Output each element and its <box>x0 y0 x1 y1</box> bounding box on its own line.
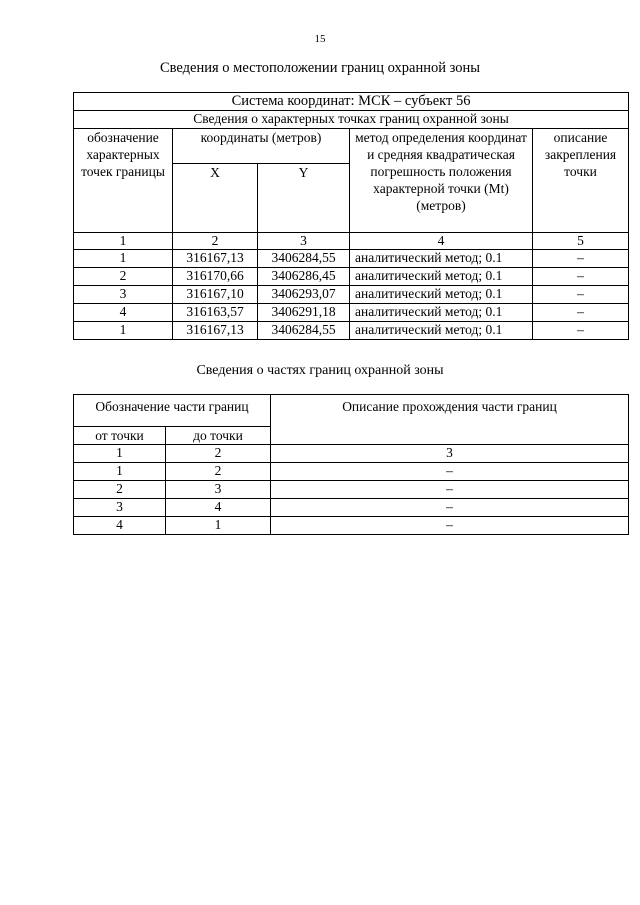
y-coordinate: 3406291,18 <box>258 304 350 322</box>
to-point: 1 <box>166 517 271 535</box>
header-y: Y <box>258 164 350 233</box>
table-row <box>74 268 629 286</box>
table-row <box>74 463 629 481</box>
table-row <box>74 481 629 499</box>
column-number: 2 <box>166 445 271 463</box>
method-cell: аналитический метод; 0.1 <box>350 286 533 304</box>
x-coordinate: 316167,10 <box>173 286 258 304</box>
table-row <box>74 304 629 322</box>
description-cell: – <box>533 304 629 322</box>
description-cell: – <box>533 322 629 340</box>
part-description: – <box>271 517 629 535</box>
header-point-designation: обозначение характерных точек границы <box>74 129 173 233</box>
coordinate-system-label: Система координат: МСК – субъект 56 <box>74 93 629 111</box>
table-row <box>74 499 629 517</box>
point-number: 1 <box>74 322 173 340</box>
method-cell: аналитический метод; 0.1 <box>350 250 533 268</box>
header-from-point: от точки <box>74 427 166 445</box>
description-cell: – <box>533 268 629 286</box>
point-number: 2 <box>74 268 173 286</box>
point-number: 3 <box>74 286 173 304</box>
page-number: 15 <box>314 33 326 45</box>
header-description: описание закрепления точки <box>533 129 629 233</box>
method-cell: аналитический метод; 0.1 <box>350 322 533 340</box>
x-coordinate: 316167,13 <box>173 250 258 268</box>
y-coordinate: 3406284,55 <box>258 322 350 340</box>
column-number: 1 <box>74 233 173 250</box>
x-coordinate: 316170,66 <box>173 268 258 286</box>
table-subtitle: Сведения о характерных точках границ охранной зоны <box>74 111 629 129</box>
from-point: 2 <box>74 481 166 499</box>
column-number: 3 <box>258 233 350 250</box>
part-description: – <box>271 463 629 481</box>
y-coordinate: 3406293,07 <box>258 286 350 304</box>
header-x: X <box>173 164 258 233</box>
from-point: 4 <box>74 517 166 535</box>
x-coordinate: 316163,57 <box>173 304 258 322</box>
boundary-parts-table <box>73 394 629 535</box>
x-coordinate: 316167,13 <box>173 322 258 340</box>
point-number: 4 <box>74 304 173 322</box>
to-point: 3 <box>166 481 271 499</box>
y-coordinate: 3406284,55 <box>258 250 350 268</box>
to-point: 2 <box>166 463 271 481</box>
table-row <box>74 517 629 535</box>
method-cell: аналитический метод; 0.1 <box>350 304 533 322</box>
from-point: 1 <box>74 463 166 481</box>
header-coordinates: координаты (метров) <box>173 129 350 164</box>
boundary-points-table <box>73 92 629 340</box>
method-cell: аналитический метод; 0.1 <box>350 268 533 286</box>
section2-title: Сведения о частях границ охранной зоны <box>196 363 444 378</box>
column-number: 4 <box>350 233 533 250</box>
header-part-description: Описание прохождения части границ <box>271 395 629 445</box>
table-row <box>74 286 629 304</box>
table-row <box>74 322 629 340</box>
section1-title: Сведения о местоположении границ охранной зоны <box>159 60 480 76</box>
point-number: 1 <box>74 250 173 268</box>
header-part-designation: Обозначение части границ <box>74 395 271 427</box>
header-method: метод определения координат и средняя квадратическая погрешность положения характерной точки (Mt) (метров) <box>350 129 533 233</box>
y-coordinate: 3406286,45 <box>258 268 350 286</box>
table-row <box>74 250 629 268</box>
to-point: 4 <box>166 499 271 517</box>
part-description: – <box>271 499 629 517</box>
part-description: – <box>271 481 629 499</box>
header-to-point: до точки <box>166 427 271 445</box>
column-number: 3 <box>271 445 629 463</box>
column-number: 5 <box>533 233 629 250</box>
description-cell: – <box>533 286 629 304</box>
column-number: 2 <box>173 233 258 250</box>
description-cell: – <box>533 250 629 268</box>
column-number: 1 <box>74 445 166 463</box>
from-point: 3 <box>74 499 166 517</box>
